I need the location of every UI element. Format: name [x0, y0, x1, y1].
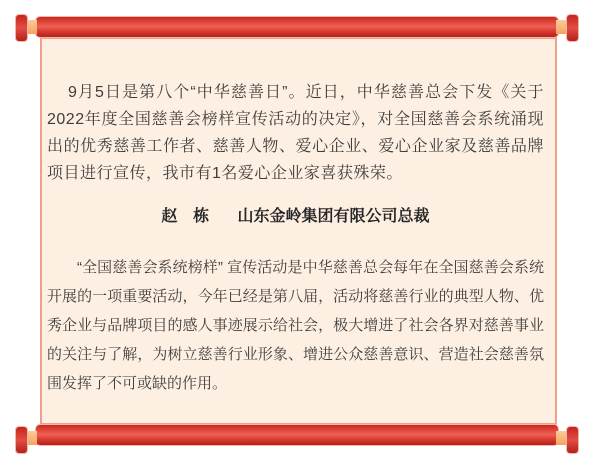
honoree-company-title: 山东金岭集团有限公司总裁 [237, 208, 430, 225]
paragraph-campaign-description: “全国慈善会系统榜样” 宣传活动是中华慈善总会每年在全国慈善会系统开展的一项重要活动，今年已经是第八届，活动将慈善行业的典型人物、优秀企业与品牌项目的感人事迹展示给社会，极大增进了社会各界对慈善事业的关注与了解，为树立慈善行业形象、增进公众慈善意识、营造社会慈善氛围发挥了不可或缺的作用。 [47, 259, 544, 392]
honoree-given-name: 栋 [193, 208, 210, 225]
bottom-scroll-rod [36, 425, 558, 445]
scroll-paper [40, 37, 557, 425]
top-left-rod-connector [26, 20, 37, 34]
bottom-left-rod-connector [26, 431, 37, 445]
top-left-rod-cap [16, 15, 27, 41]
paragraph-charity-day-announcement: 9月5日是第八个“中华慈善日”。近日，中华慈善总会下发《关于2022年度全国慈善会榜样宣传活动的决定》，对全国慈善会系统涌现出的优秀慈善工作者、慈善人物、爱心企业、爱心企业家及慈善品牌项目进行宣传，我市有1名爱心企业家喜获殊荣。 [47, 84, 544, 182]
bottom-right-rod-cap [567, 427, 578, 453]
top-scroll-rod [36, 17, 558, 37]
bottom-left-rod-cap [16, 427, 27, 453]
top-right-rod-cap [567, 15, 578, 41]
honoree-line [47, 205, 544, 229]
honoree-surname: 赵 [161, 208, 178, 225]
bottom-right-rod-connector [556, 431, 567, 445]
top-right-rod-connector [556, 20, 567, 34]
